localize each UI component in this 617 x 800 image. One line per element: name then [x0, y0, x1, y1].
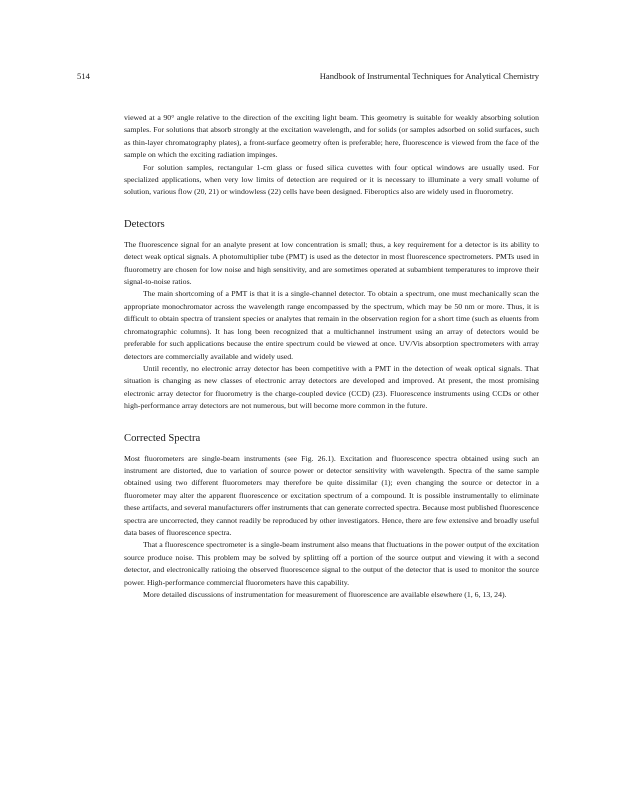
detectors-paragraph-3: Until recently, no electronic array detector has been competitive with a PMT in the detection of weak optical signals. That situation is changing as new classes of electronic array detectors are developed and improved. At present, the most promising electronic array detector for fluorometry is the charge-coupled device (CCD) (23). Fluorescence instruments using CCDs or other high-performance array detectors are not numerous, but will become more common in the future.: [124, 363, 539, 411]
page-number: 514: [77, 71, 90, 81]
detectors-paragraph-1: The fluorescence signal for an analyte present at low concentration is small; thus, a key requirement for a detector is its ability to detect weak optical signals. A photomultiplier tube (PMT) is used as the detector in most fluorescence spectrometers. PMTs used in fluorometry are chosen for low noise and high sensitivity, and are sometimes operated at subambient temperatures to improve their signal-to-noise ratios.: [124, 239, 539, 287]
corrected-spectra-paragraph-2: That a fluorescence spectrometer is a single-beam instrument also means that fluctuations in the power output of the excitation source produce noise. This problem may be solved by splitting off a portion of the source output and viewing it with a second detector, and electronically ratioing the observed fluorescence signal to the output of the detector that is used to monitor the source power. High-performance commercial fluorometers have this capability.: [124, 540, 539, 587]
intro-paragraph-2: For solution samples, rectangular 1-cm glass or fused silica cuvettes with four optical windows are usually used. For specialized applications, when very low limits of detection are required or it is necessary to illuminate a very small volume of solution, various flow (20, 21) or windowless (22) cells have been designed. Fiberoptics also are widely used in fluorometry.: [124, 162, 539, 197]
corrected-spectra-paragraph-1: Most fluorometers are single-beam instruments (see Fig. 26.1). Excitation and fluorescence spectra obtained using such an instrument are distorted, due to variation of source power or detector sensitivity with wavelength. Spectra of the same sample obtained using two different fluorometers may therefore be quite dissimilar (1); even changing the source or detector in a fluorometer may alter the apparent fluorescence or excitation spectrum of a compound. It is possible instrumentally to eliminate these artifacts, and several manufacturers offer instruments that can generate corrected spectra. Because most published fluorescence spectra are uncorrected, they cannot readily be reproduced by other investigators. Hence, there are few extensive and broadly useful data bases of fluorescence spectra.: [124, 453, 539, 537]
section-heading-detectors: Detectors: [124, 218, 165, 230]
section-heading-corrected-spectra: Corrected Spectra: [124, 432, 201, 444]
corrected-spectra-paragraph-3: More detailed discussions of instrumentation for measurement of fluorescence are available elsewhere (1, 6, 13, 24).: [143, 590, 507, 599]
book-title: Handbook of Instrumental Techniques for Analytical Chemistry: [319, 71, 539, 81]
page-content: [124, 112, 539, 601]
intro-paragraph-1: viewed at a 90° angle relative to the direction of the exciting light beam. This geometry is suitable for weakly absorbing solution samples. For solutions that absorb strongly at the excitation wavelength, and for solids (or samples adsorbed on solid surfaces, such as thin-layer chromatography plates), a front-surface geometry often is preferable; here, fluorescence is viewed from the face of the sample on which the exciting radiation impinges.: [124, 113, 539, 160]
detectors-paragraph-2: The main shortcoming of a PMT is that it is a single-channel detector. To obtain a spectrum, one must mechanically scan the appropriate monochromator across the wavelength range encompassed by the spectrum, which may be 50 nm or more. Thus, it is difficult to obtain spectra of transient species or analytes that remain in the observation region for a short time (such as eluents from chromatographic columns). It has long been recognized that a multichannel instrument using an array of detectors would be preferable for such applications because the entire spectrum could be viewed at once. UV/Vis absorption spectrometers with array detectors are commercially available and widely used.: [124, 289, 539, 361]
